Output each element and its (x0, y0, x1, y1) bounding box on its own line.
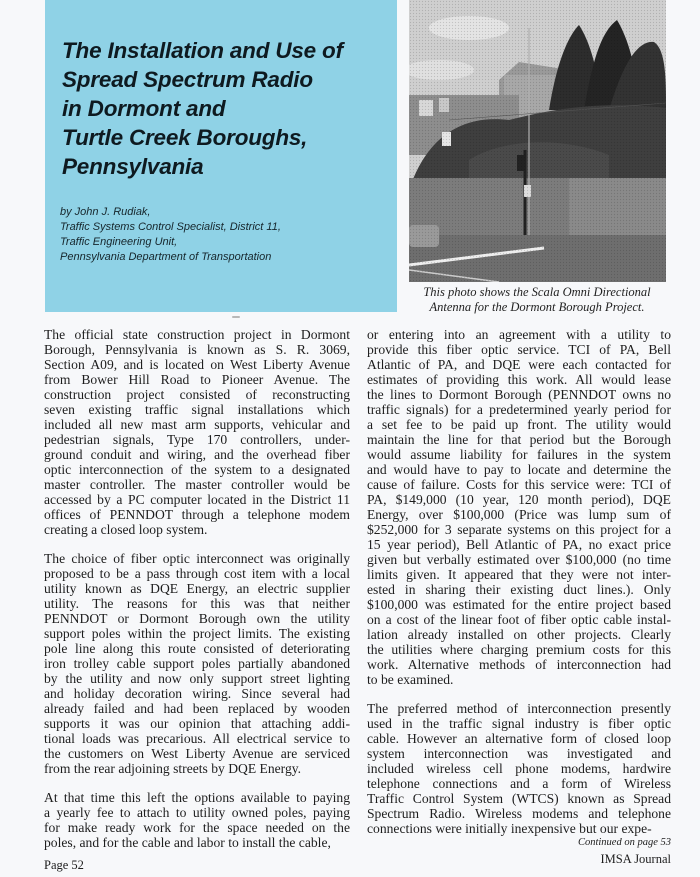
title-line: The Installation and Use of (62, 38, 343, 63)
paragraph (367, 327, 671, 687)
text-line: tional loads was precarious. All electrical service to (44, 731, 350, 746)
text-line: the customers on West Liberty Avenue are serviced (44, 746, 350, 761)
continued-note: Continued on page 53 (577, 837, 671, 848)
text-line: The preferred method of interconnection presently (367, 701, 671, 716)
title-line: Turtle Creek Boroughs, (62, 125, 308, 150)
text-line: given but verbally estimated over $100,000 (no time (367, 552, 671, 567)
text-line: from the rear adjoining streets by DQE Energy. (44, 761, 302, 776)
text-line: included all new mast arm supports, vehicular and (44, 417, 350, 432)
text-line: support poles within the project limits. The existing (44, 626, 350, 641)
text-line: construction project consisted of reconstructing (44, 387, 350, 402)
text-line: lation already installed on other projects. Clearly (367, 627, 671, 642)
text-line: and holiday decoration wiring. Since several had (44, 686, 350, 701)
text-line: poles, and for the cable and labor to install the cable, (44, 835, 331, 850)
text-line: traffic signals) for a predetermined yearly period for (367, 402, 671, 417)
text-line: iron trolley cable support poles partially abandoned (44, 656, 350, 671)
text-line: ested in sharing their existing duct lines.). Only (367, 582, 671, 597)
text-line: from Bower Hill Road to Pioneer Avenue. The (44, 372, 350, 387)
text-line: included wireless cell phone modems, hardwire (367, 761, 671, 776)
right-column (367, 327, 671, 850)
text-line: work. Alternative methods of interconnection had (367, 657, 671, 672)
byline-line: by John J. Rudiak, (60, 206, 151, 218)
title-line: Spread Spectrum Radio (62, 67, 313, 92)
text-line: creating a closed loop system. (44, 522, 208, 537)
text-line: the utilities where charging premium costs for this (367, 642, 671, 657)
text-line: pedestrian signals, Type 170 controllers, under- (44, 432, 350, 447)
text-line: Borough, Pennsylvania is known as S. R. 3069, (44, 342, 350, 357)
caption-line: Antenna for the Dormont Borough Project. (429, 300, 645, 314)
article-title (62, 36, 392, 181)
text-line: a set fee to be paid up front. The utility would (367, 417, 671, 432)
text-line: Atlantic of PA, and DQE were each contacted for (367, 357, 671, 372)
byline-line: Traffic Engineering Unit, (60, 236, 178, 248)
title-line: in Dormont and (62, 96, 226, 121)
text-line: accessed by a PC computer located in the District 11 (44, 492, 350, 507)
title-panel (45, 0, 397, 312)
photo-caption (395, 285, 679, 315)
text-line: ground conduit and wiring, and the overhead fiber (44, 447, 350, 462)
paragraph (44, 790, 350, 850)
caption-line: This photo shows the Scala Omni Directional (423, 285, 651, 299)
text-line: The official state construction project in Dormont (44, 327, 350, 342)
author-byline (60, 205, 390, 265)
photo-illustration (409, 0, 666, 282)
text-line: Traffic Control System (WTCS) known as Spread (367, 791, 671, 806)
paragraph (44, 327, 350, 537)
text-line: estimates of providing this work. All would lease (367, 372, 671, 387)
text-line: Spectrum Radio. Wireless modems and telephone (367, 806, 671, 821)
text-line: offices of PENNDOT through a telephone modem (44, 507, 350, 522)
antenna-photo (409, 0, 666, 282)
text-line: utility known as DQE Energy, an electric supplier (44, 581, 350, 596)
text-line: cable. However an alternative form of closed loop (367, 731, 671, 746)
text-line: by the utility and now only support street lighting (44, 671, 350, 686)
text-line: optic interconnection of the system to a designated (44, 462, 350, 477)
text-line: would assume liability for failures in the system (367, 447, 671, 462)
text-line: a yearly fee to attach to utility owned poles, paying (44, 805, 350, 820)
page-number: Page 52 (44, 858, 84, 872)
text-line: and would have to pay to locate and determine the (367, 462, 671, 477)
text-line: already failed and had been replaced by wooden (44, 701, 350, 716)
paragraph (44, 551, 350, 776)
text-line: telephone connections and a form of Wireless (367, 776, 671, 791)
text-line: utility. The reasons for this was that neither (44, 596, 350, 611)
byline-line: Traffic Systems Control Specialist, District 11, (60, 221, 281, 233)
text-line: system interconnection was investigated and (367, 746, 671, 761)
text-line: provide this fiber optic service. TCI of PA, Bell (367, 342, 671, 357)
text-line: for make ready work for the space needed on the (44, 820, 350, 835)
print-smudge (232, 316, 240, 318)
text-line: The choice of fiber optic interconnect was originally (44, 551, 350, 566)
publication-name: IMSA Journal (600, 852, 671, 866)
text-line: connections were initially inexpensive but our expe- (367, 821, 652, 836)
text-line: cause of failure. Costs for this service were: TCI of (367, 477, 671, 492)
text-line: or entering into an agreement with a utility to (367, 327, 671, 342)
text-line: the lines to Dormont Borough (PENNDOT owns no (367, 387, 671, 402)
text-line: 15 year period), Bell Atlantic of PA, no exact price (367, 537, 671, 552)
text-line: on a cost of the linear foot of fiber optic cable instal- (367, 612, 671, 627)
text-line: $252,000 for 3 separate systems on this project for a (367, 522, 671, 537)
text-line: Section A09, and is located on West Liberty Avenue (44, 357, 350, 372)
byline-line: Pennsylvania Department of Transportation (60, 251, 272, 263)
text-line: $100,000 was estimated for the entire project based (367, 597, 671, 612)
left-column (44, 327, 350, 864)
halftone-overlay (409, 0, 666, 282)
text-line: supports it was our opinion that attaching addi- (44, 716, 350, 731)
text-line: seven existing traffic signal installations which (44, 402, 350, 417)
paragraph (367, 701, 671, 836)
text-line: master controller. The master controller would be (44, 477, 350, 492)
text-line: At that time this left the options available to paying (44, 790, 350, 805)
text-line: Energy, over $100,000 (Price was lump sum of (367, 507, 671, 522)
text-line: to be examined. (367, 672, 454, 687)
text-line: proposed to be a pass through cost item with a local (44, 566, 350, 581)
text-line: limits given. It appeared that they were not inter- (367, 567, 671, 582)
text-line: pole line along this route consisted of deteriorating (44, 641, 350, 656)
text-line: PA, $149,000 (10 year, 120 month period), DQE (367, 492, 671, 507)
text-line: used in the traffic signal industry is fiber optic (367, 716, 671, 731)
text-line: maintain the line for that period but the Borough (367, 432, 671, 447)
title-line: Pennsylvania (62, 154, 204, 179)
text-line: PENNDOT or Dormont Borough own the utility (44, 611, 350, 626)
